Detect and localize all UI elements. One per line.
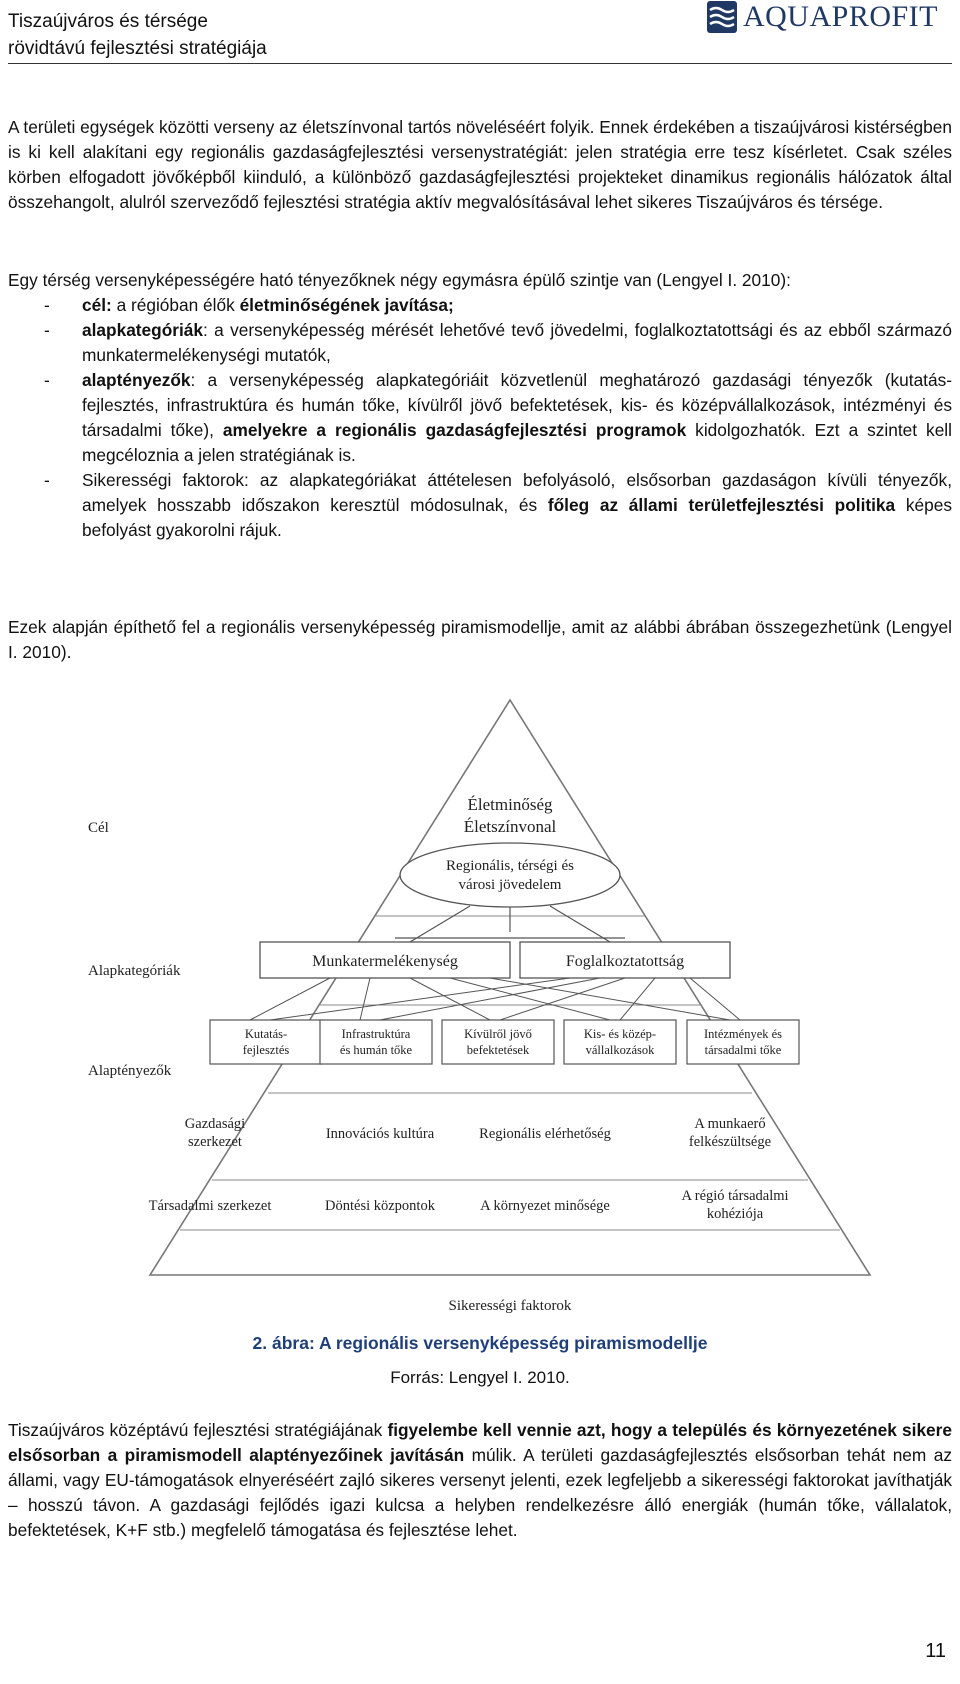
bottom-label: Sikerességi faktorok xyxy=(448,1298,572,1314)
factor-label: és humán tőke xyxy=(339,1043,413,1057)
box-foglal-label: Foglalkoztatottság xyxy=(565,953,685,970)
factor-box-3 xyxy=(442,1020,554,1064)
apex-line1: Életminőség xyxy=(467,795,553,814)
list-item-alapkategoriak: - alapkategóriák: a versenyképesség mérését lehetővé tevő jövedelmi, foglalkoztatottsági és az ebből származó munkatermelékenységi mutatók, xyxy=(8,318,952,368)
oval-line1: Regionális, térségi és xyxy=(446,858,574,874)
figure-caption: 2. ábra: A regionális versenyképesség piramismodellje xyxy=(252,1333,708,1353)
list-item-sikeressegi: - Sikerességi faktorok: az alapkategóriákat áttételesen befolyásoló, elsősorban gazdaságon kívüli tényezők, amelyek hosszabb időszakon keresztül módosulnak, és főleg az állami területfejlesztési politika képes befolyást gyakorolni rájuk. xyxy=(8,468,952,543)
list-item-alaptenyezok: - alaptényezők: a versenyképesség alapkategóriáit közvetlenül meghatározó gazdasági tényezők (kutatás-fejlesztés, infrastruktúra és humán tőke, kívülről jövő befektetések, kis- és középvállalkozások, intézményi és társadalmi tőke), amelyekre a regionális gazdaságfejlesztési programok kidolgozhatók. Ezt a szintet kell megcéloznia a jelen stratégiának is. xyxy=(8,368,952,468)
success-factor-row1: felkészültsége xyxy=(688,1134,772,1150)
factor-box-4 xyxy=(564,1020,676,1064)
label-alapkategoriak: Alapkategóriák xyxy=(88,963,181,979)
factor-box-1 xyxy=(210,1020,322,1064)
page-number: 11 xyxy=(925,1640,946,1662)
paragraph-figure-intro: Ezek alapján építhető fel a regionális versenyképesség piramismodellje, amit az alábbi ábrában összegezhetünk (Lengyel I. 2010). xyxy=(8,617,952,662)
success-factor-row1: Gazdasági xyxy=(184,1116,246,1132)
factor-label: fejlesztés xyxy=(242,1043,290,1057)
oval-line2: városi jövedelem xyxy=(458,877,562,893)
header-divider xyxy=(8,63,952,64)
success-factor-row1: Innovációs kultúra xyxy=(325,1126,435,1142)
success-factor-row2: A környezet minősége xyxy=(480,1198,610,1214)
pyramid-figure xyxy=(70,690,950,1320)
factor-label: Kívülről jövő xyxy=(464,1027,532,1041)
box-munka-label: Munkatermelékenység xyxy=(312,953,458,970)
income-oval xyxy=(400,843,620,907)
factor-label: Kutatás- xyxy=(244,1027,288,1041)
factor-label: Infrastruktúra xyxy=(341,1027,411,1041)
factor-box-5 xyxy=(687,1020,799,1064)
success-factor-row2: kohéziója xyxy=(706,1206,764,1222)
logo-mark-icon xyxy=(707,1,737,33)
factor-label: befektetések xyxy=(466,1043,530,1057)
success-factor-row1: szerkezet xyxy=(188,1134,242,1150)
factor-label: Intézmények és xyxy=(703,1027,783,1041)
factor-label: társadalmi tőke xyxy=(704,1043,782,1057)
levels-intro: Egy térség versenyképességére ható tényezőknek négy egymásra épülő szintje van (Lengyel I. 2010): xyxy=(8,270,791,290)
header-title-line2: rövidtávú fejlesztési stratégiája xyxy=(8,38,267,59)
success-factor-row1: Regionális elérhetőség xyxy=(479,1126,611,1142)
list-item-cel: - cél: a régióban élők életminőségének javítása; xyxy=(8,293,952,318)
paragraph-levels xyxy=(8,268,952,543)
success-factor-row2: A régió társadalmi xyxy=(681,1188,789,1204)
success-factor-row1: A munkaerő xyxy=(694,1116,766,1132)
running-header xyxy=(8,8,267,62)
factor-label: Kis- és közép- xyxy=(583,1027,657,1041)
apex-line2: Életszínvonal xyxy=(463,817,557,836)
success-factor-row2: Társadalmi szerkezet xyxy=(148,1198,272,1214)
figure-source: Forrás: Lengyel I. 2010. xyxy=(390,1368,570,1387)
aquaprofit-logo xyxy=(707,0,938,34)
header-title-line1: Tiszaújváros és térsége xyxy=(8,11,208,32)
paragraph-intro: A területi egységek közötti verseny az életszínvonal tartós növeléséért folyik. Ennek érdekében a tiszaújvárosi kistérségben is ki kell alakítani egy regionális gazdaságfejlesztési versenystratégiát: jelen stratégia erre tesz kísérletet. Csak széles körben elfogadott jövőképből kiinduló, a különböző gazdaságfejlesztési projekteket dinamikus regionális hálózatok által összehangolt, alulról szerveződő fejlesztési stratégia aktív megvalósításával lehet sikeres Tiszaújváros és térsége. xyxy=(8,117,952,212)
factor-label: vállalkozások xyxy=(585,1043,655,1057)
logo-text: AQUAPROFIT xyxy=(742,0,938,33)
label-alaptenyezok: Alaptényezők xyxy=(88,1063,172,1079)
label-cel: Cél xyxy=(88,820,109,836)
levels-list xyxy=(8,293,952,543)
paragraph-conclusion: Tiszaújváros középtávú fejlesztési stratégiájának figyelembe kell vennie azt, hogy a település és környezetének sikere elsősorban a piramismodell alaptényezőinek javításán múlik. A területi gazdaságfejlesztés elsősorban tehát nem az állami, vagy EU-támogatások elnyeréséért zajló sikeres versenyt jelenti, ezek legfeljebb a sikerességi faktorokat javíthatják – hosszú távon. A gazdasági fejlődés igazi kulcsa a helyben rendelkezésre álló energiák (humán tőke, vállalatok, befektetések, K+F stb.) megfelelő támogatása és fejlesztése lehet. xyxy=(8,1420,953,1540)
success-factor-row2: Döntési központok xyxy=(325,1198,435,1214)
factor-box-2 xyxy=(320,1020,432,1064)
